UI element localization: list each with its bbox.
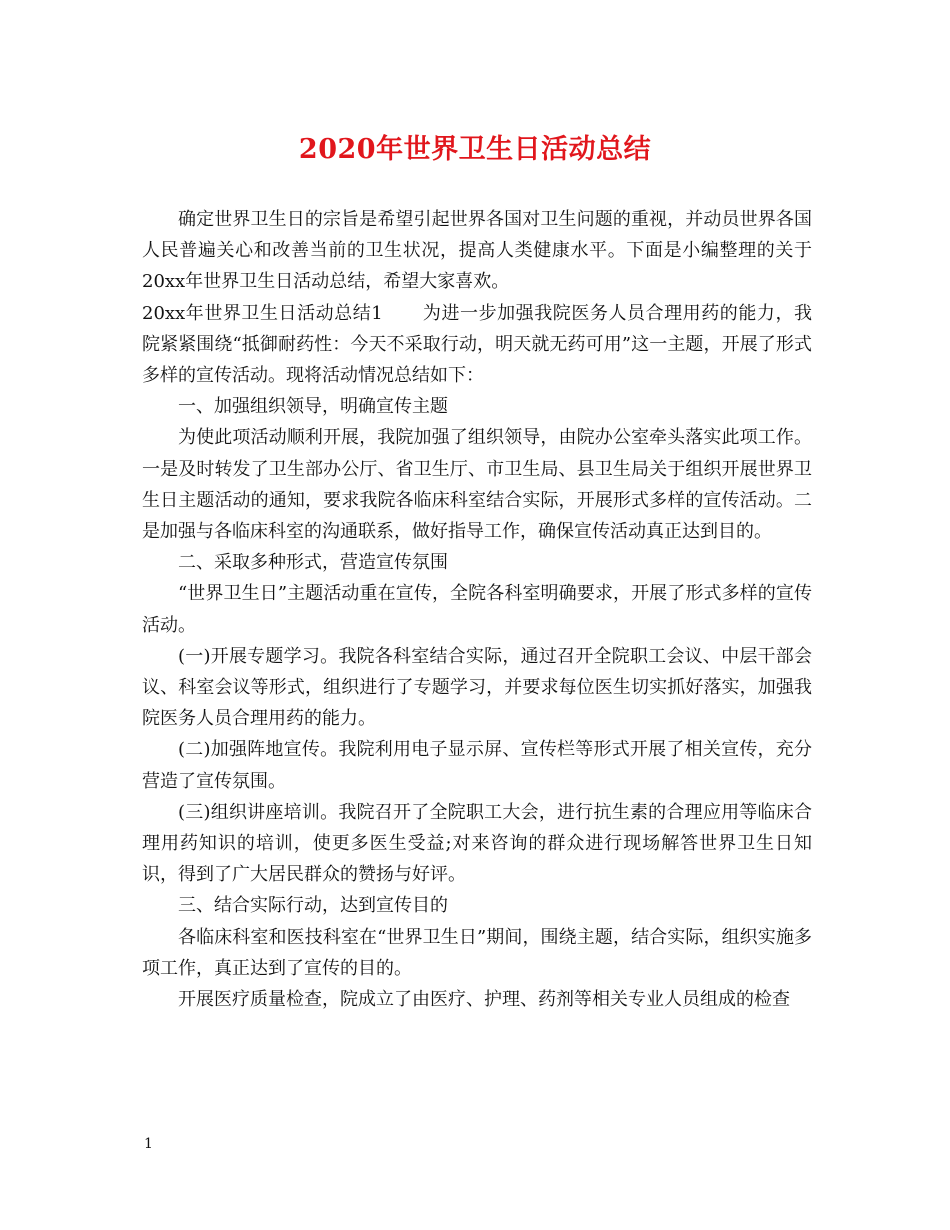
body-paragraph-3: (一)开展专题学习。我院各科室结合实际，通过召开全院职工会议、中层干部会议、科室会议等形式，组织进行了专题学习，并要求每位医生切实抓好落实，加强我院医务人员合理用药的能力。 <box>142 645 812 730</box>
document-title: 2020年世界卫生日活动总结 <box>298 134 652 165</box>
section-subtitle: 20xx年世界卫生日活动总结1 <box>142 302 383 324</box>
body-paragraph-2: “世界卫生日”主题活动重在宣传，全院各科室明确要求，开展了形式多样的宣传活动。 <box>142 583 812 636</box>
section-heading-1: 一、加强组织领导，明确宣传主题 <box>178 396 448 418</box>
section-heading-3: 三、结合实际行动，达到宣传目的 <box>178 895 448 917</box>
body-paragraph-4: (二)加强阵地宣传。我院利用电子显示屏、宣传栏等形式开展了相关宣传，充分营造了宣传氛围。 <box>142 739 812 792</box>
section-heading-2: 二、采取多种形式，营造宣传氛围 <box>178 552 448 574</box>
document-body <box>142 204 812 1015</box>
subtitle-body-text: 为进一步加强我院医务人员合理用药的能力，我院紧紧围绕“抵御耐药性：今天不采取行动，明天就无药可用”这一主题，开展了形式多样的宣传活动。现将活动情况总结如下： <box>142 302 812 387</box>
body-paragraph-5: (三)组织讲座培训。我院召开了全院职工大会，进行抗生素的合理应用等临床合理用药知识的培训，使更多医生受益;对来咨询的群众进行现场解答世界卫生日知识，得到了广大居民群众的赞扬与好评。 <box>142 801 812 886</box>
intro-paragraph: 确定世界卫生日的宗旨是希望引起世界各国对卫生问题的重视，并动员世界各国人民普遍关心和改善当前的卫生状况，提高人类健康水平。下面是小编整理的关于20xx年世界卫生日活动总结，希望大家喜欢。 <box>142 209 812 293</box>
body-paragraph-6: 各临床科室和医技科室在“世界卫生日”期间，围绕主题，结合实际，组织实施多项工作，真正达到了宣传的目的。 <box>142 926 812 979</box>
body-paragraph-7: 开展医疗质量检查，院成立了由医疗、护理、药剂等相关专业人员组成的检查 <box>178 989 790 1011</box>
subtitle-paragraph <box>142 298 812 392</box>
page-number: 1 <box>144 1136 153 1152</box>
body-paragraph-1: 为使此项活动顺利开展，我院加强了组织领导，由院办公室牵头落实此项工作。一是及时转发了卫生部办公厅、省卫生厅、市卫生局、县卫生局关于组织开展世界卫生日主题活动的通知，要求我院各临床科室结合实际，开展形式多样的宣传活动。二是加强与各临床科室的沟通联系，做好指导工作，确保宣传活动真正达到目的。 <box>142 427 812 543</box>
